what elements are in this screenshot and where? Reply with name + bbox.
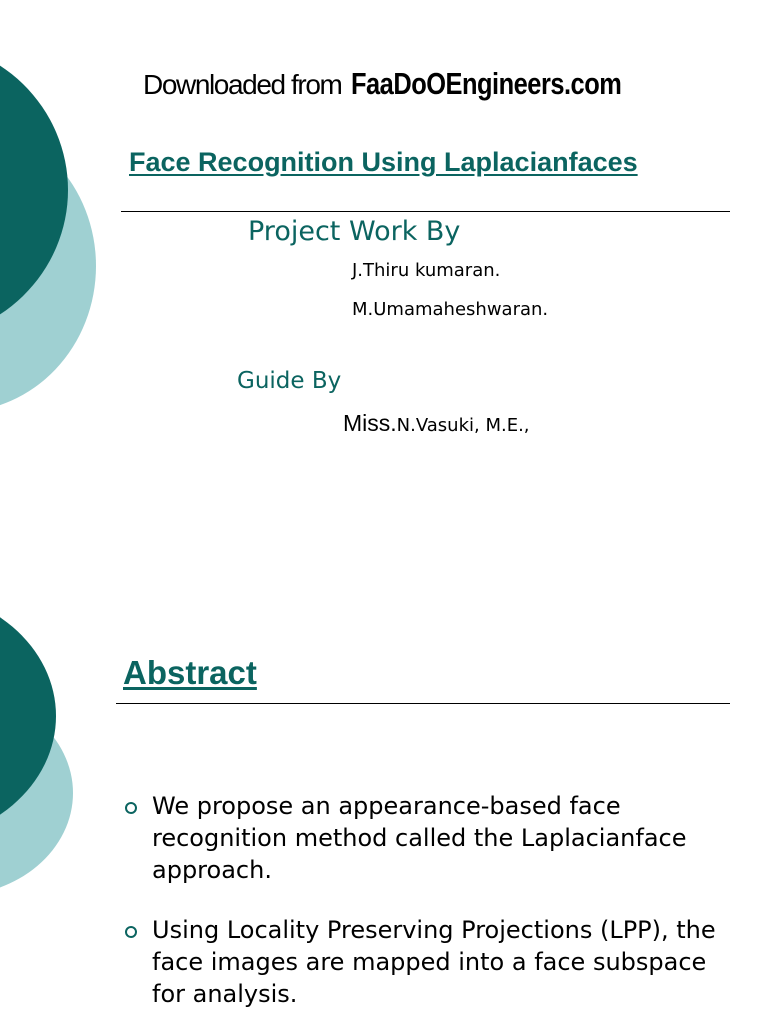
presentation-title: Face Recognition Using Laplacianfaces [129,147,638,177]
abstract-heading: Abstract [123,654,257,691]
download-banner [143,66,680,102]
project-heading: Project Work By [248,216,461,247]
guide-title: Miss. [343,410,397,436]
abstract-divider [116,703,730,704]
guide-heading: Guide By [237,368,342,394]
bullet-circle-icon [125,926,137,938]
download-brand: FaaDoOEngineers.com [350,66,621,101]
bullet-circle-icon [125,802,137,814]
abstract-bullet-list [123,790,743,1024]
guide-line [343,410,530,437]
guide-name: N.Vasuki, M.E., [396,415,530,436]
list-item [123,790,743,886]
download-prefix: Downloaded from [143,69,342,100]
title-divider [121,211,730,212]
member-name: M.Umamaheshwaran. [352,299,549,320]
bullet-text: We propose an appearance-based face recognition method called the Laplacianface approach. [152,792,687,884]
list-item [123,914,743,1010]
slide-abstract [0,570,768,1024]
member-name: J.Thiru kumaran. [352,260,501,281]
bullet-text: Using Locality Preserving Projections (LPP), the face images are mapped into a face subspace for analysis. [152,916,716,1008]
